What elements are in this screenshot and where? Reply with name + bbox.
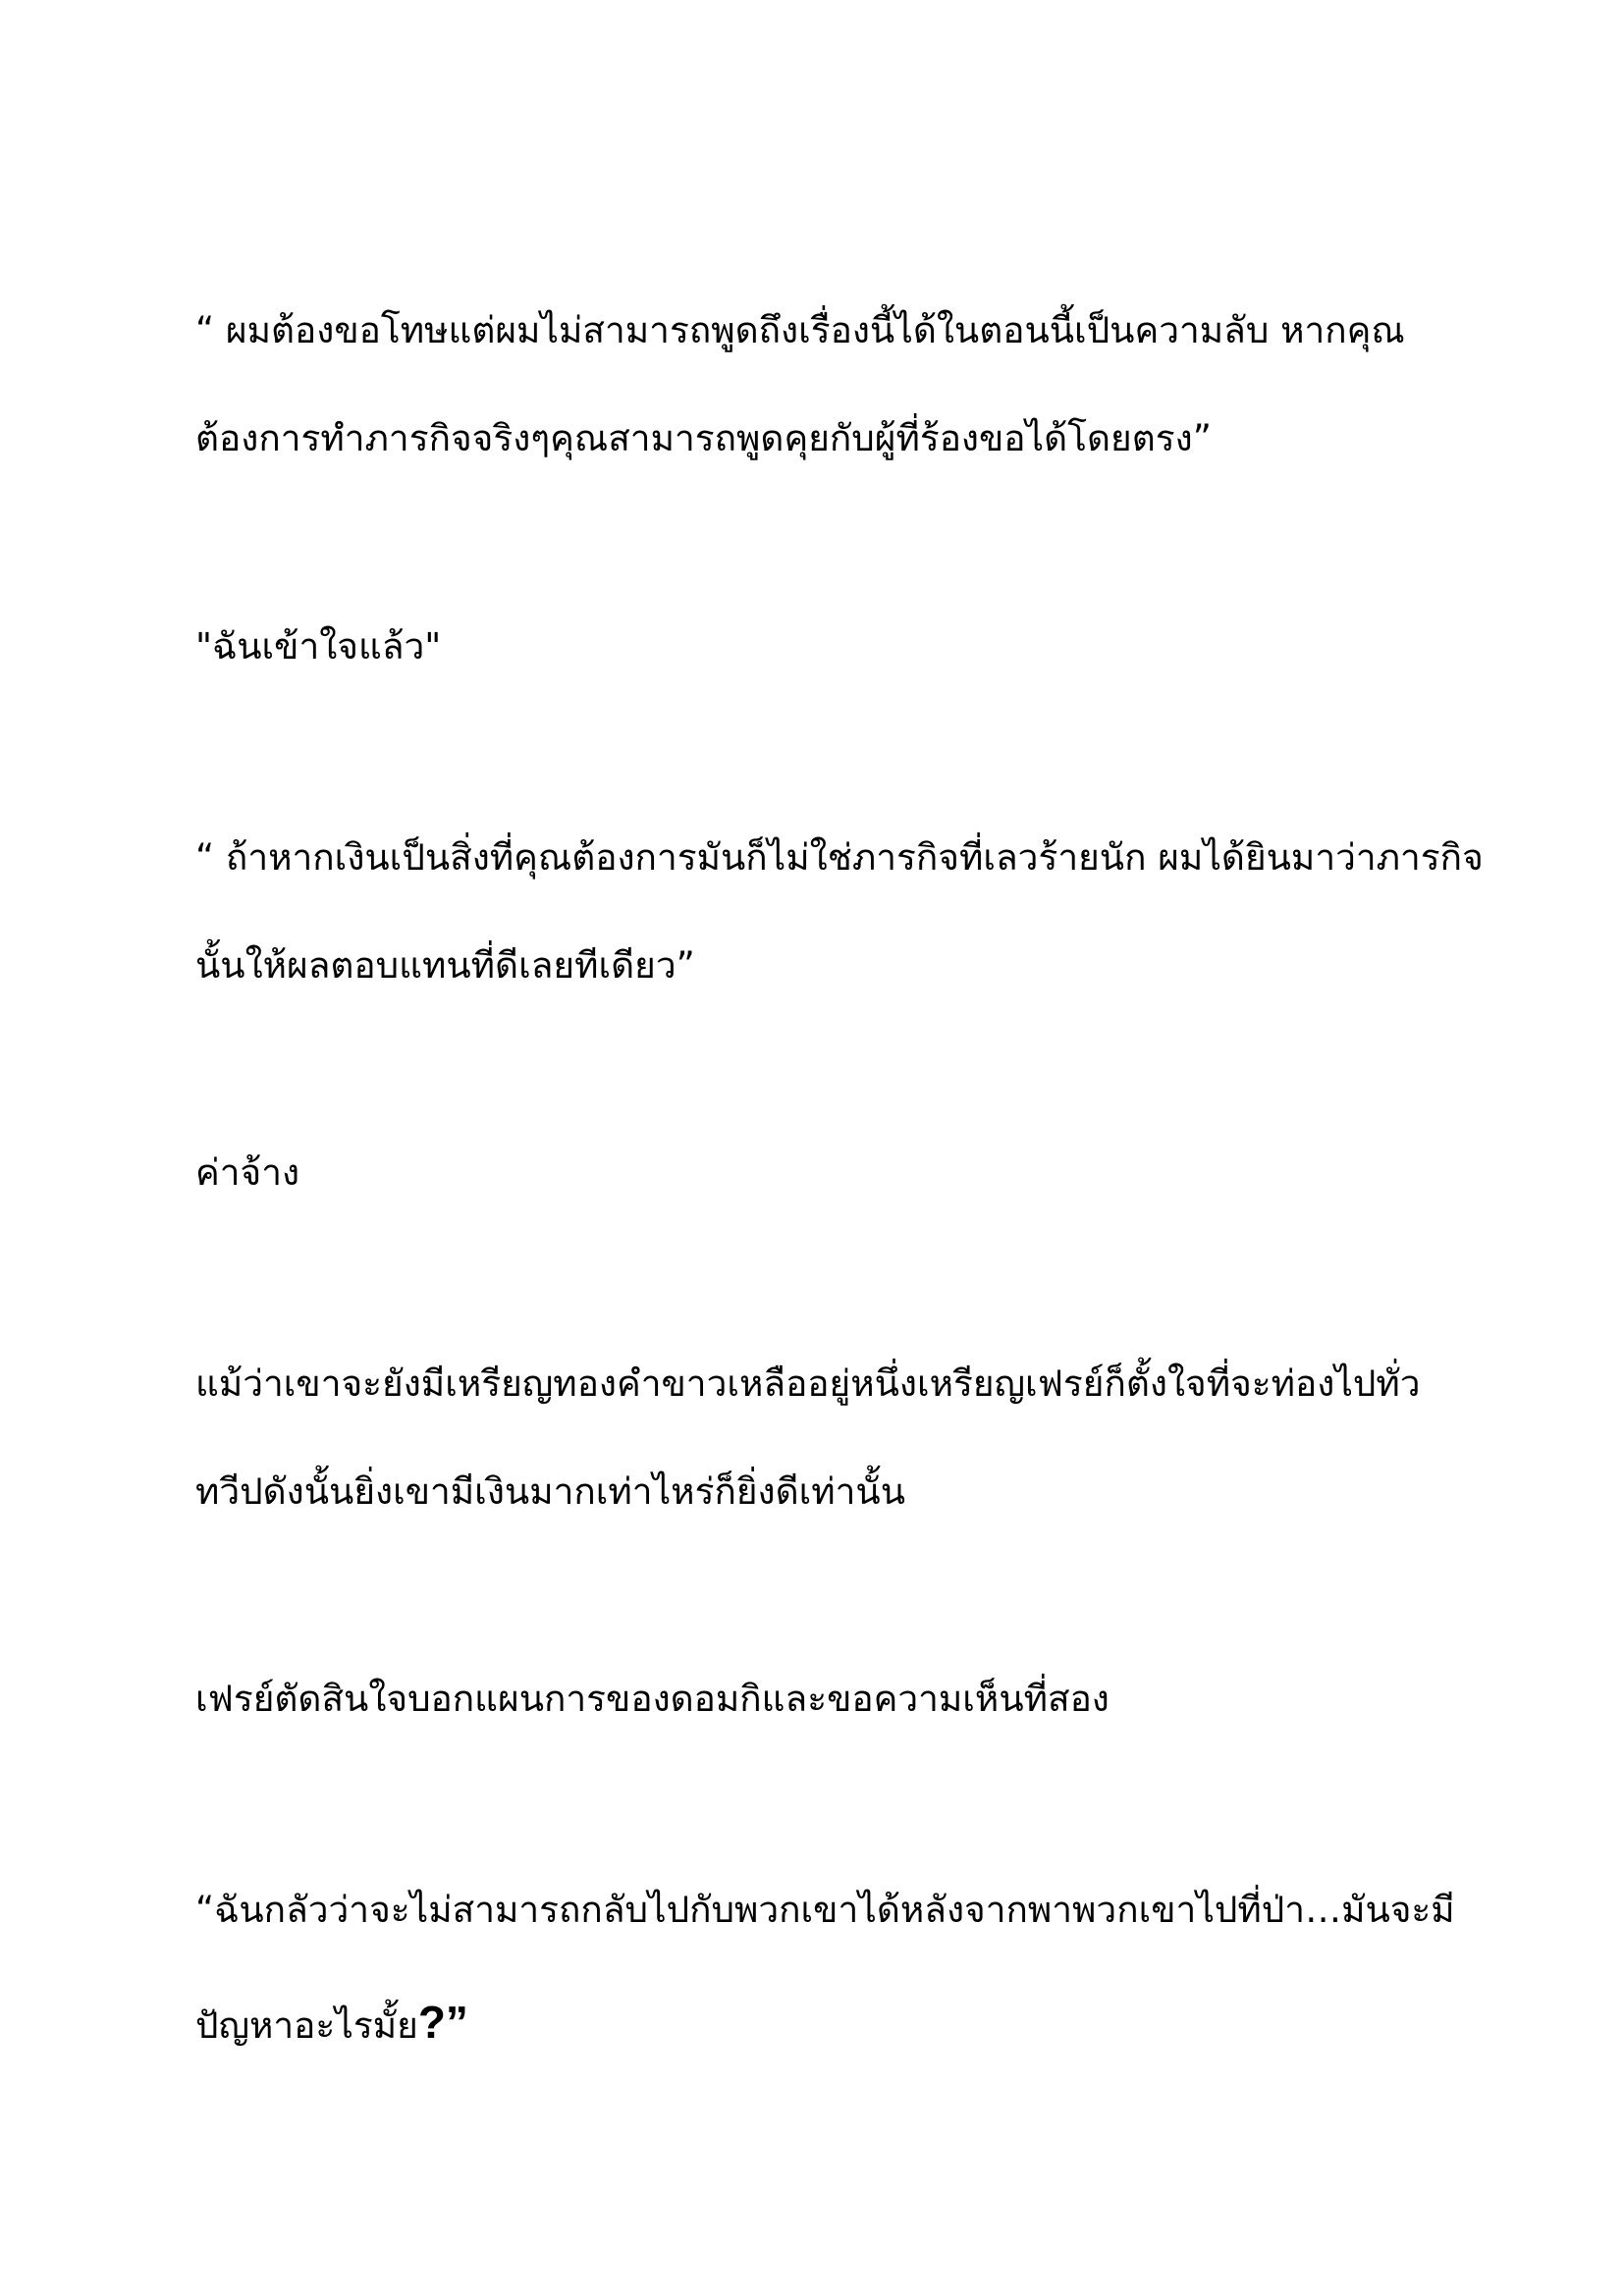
text-line: เฟรย์ตัดสินใจบอกแผนการของดอมกิและขอความเห็นที่สอง (195, 1678, 1110, 1720)
text-line: ทวีปดังนั้นยิ่งเขามีเงินมากเท่าไหร่ก็ยิ่งดีเท่านั้น (195, 1470, 906, 1513)
paragraph-money-mission (195, 836, 1484, 1002)
text-line: นั้นให้ผลตอบแทนที่ดีเลยทีเดียว” (195, 944, 695, 987)
paragraph-question (195, 1889, 1455, 2055)
paragraph-apology (195, 309, 1452, 475)
text-line: “ฉันกลัวว่าจะไม่สามารถกลับไปกับพวกเขาได้หลังจากพาพวกเขาไปที่ป่า…มันจะมี (195, 1889, 1455, 1931)
question-mark-quote: ?” (417, 1997, 468, 2048)
paragraph-platinum-coin (195, 1362, 1452, 1528)
text-line (195, 1997, 1452, 2055)
text-line: ต้องการทำภารกิจจริงๆคุณสามารถพูดคุยกับผู้ที่ร้องขอได้โดยตรง” (195, 417, 1212, 459)
text-line: แม้ว่าเขาจะยังมีเหรียญทองคำขาวเหลืออยู่หนึ่งเหรียญเฟรย์ก็ตั้งใจที่จะท่องไปทั่ว (195, 1362, 1421, 1405)
paragraph-understood (195, 625, 1452, 683)
paragraph-wage (195, 1151, 1452, 1209)
text-line: ค่าจ้าง (195, 1151, 300, 1194)
paragraph-decision (195, 1678, 1452, 1735)
text-line-start: ปัญหาอะไรมั้ย (195, 2004, 418, 2047)
text-line: “ ผมต้องขอโทษแต่ผมไม่สามารถพูดถึงเรื่องนี้ได้ในตอนนี้เป็นความลับ หากคุณ (195, 309, 1405, 351)
text-line: "ฉันเข้าใจแล้ว" (195, 625, 442, 667)
text-line: “ ถ้าหากเงินเป็นสิ่งที่คุณต้องการมันก็ไม่ใช่ภารกิจที่เลวร้ายนัก ผมได้ยินมาว่าภารกิจ (195, 836, 1484, 879)
